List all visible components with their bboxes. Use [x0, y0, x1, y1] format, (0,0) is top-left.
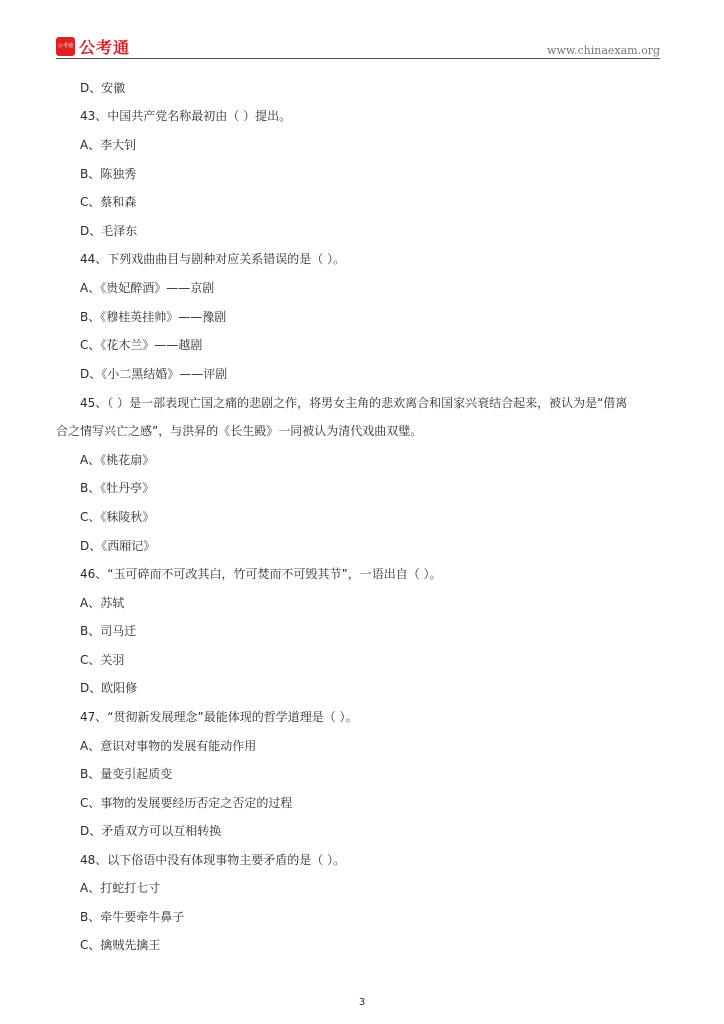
- option-line: A、《桃花扇》: [80, 453, 155, 467]
- option-line: B、司马迁: [80, 624, 137, 638]
- option-line: B、量变引起质变: [80, 767, 173, 781]
- question-line: 47、“贯彻新发展理念”最能体现的哲学道理是（ ）。: [80, 710, 358, 724]
- question-line-continued: 合之情写兴亡之感”，与洪昇的《长生殿》一同被认为清代戏曲双璧。: [56, 424, 423, 438]
- page-header: [0, 0, 724, 60]
- question-line: 45、（ ）是一部表现亡国之痛的悲剧之作，将男女主角的悲欢离合和国家兴衰结合起来，被认为是“借离: [80, 396, 628, 410]
- option-line: C、《花木兰》——越剧: [80, 338, 203, 352]
- option-line: D、《小二黑结婚》——评剧: [80, 367, 228, 381]
- option-line: B、《穆桂英挂帅》——豫剧: [80, 310, 227, 324]
- option-line: C、蔡和森: [80, 195, 137, 209]
- option-line: A、李大钊: [80, 138, 137, 152]
- option-line: D、毛泽东: [80, 224, 138, 238]
- option-line: D、安徽: [80, 81, 126, 95]
- option-line: C、关羽: [80, 653, 125, 667]
- option-line: C、擒贼先擒王: [80, 938, 161, 952]
- page-number: 3: [358, 997, 366, 1008]
- option-line: D、《西厢记》: [80, 539, 156, 553]
- site-url: www.chinaexam.org: [547, 44, 660, 57]
- option-line: B、陈独秀: [80, 167, 137, 181]
- question-line: 46、“玉可碎而不可改其白，竹可焚而不可毁其节”，一语出自（ ）。: [80, 567, 442, 581]
- option-line: B、《牡丹亭》: [80, 481, 155, 495]
- option-line: A、打蛇打七寸: [80, 881, 161, 895]
- question-line: 44、下列戏曲曲目与剧种对应关系错误的是（ ）。: [80, 252, 346, 266]
- question-line: 43、中国共产党名称最初由（ ）提出。: [80, 109, 292, 123]
- question-line: 48、以下俗语中没有体现事物主要矛盾的是（ ）。: [80, 853, 346, 867]
- option-line: A、《贵妃醉酒》——京剧: [80, 281, 215, 295]
- logo: [56, 35, 130, 58]
- option-line: C、《秣陵秋》: [80, 510, 155, 524]
- option-line: A、苏轼: [80, 596, 125, 610]
- option-line: B、牵牛要牵牛鼻子: [80, 910, 185, 924]
- logo-text: 公考通: [79, 38, 131, 57]
- option-line: C、事物的发展要经历否定之否定的过程: [80, 796, 293, 810]
- option-line: D、矛盾双方可以互相转换: [80, 824, 222, 838]
- option-line: D、欧阳修: [80, 681, 138, 695]
- logo-badge-icon: 公考通: [56, 37, 75, 56]
- header-divider: [56, 58, 660, 59]
- option-line: A、意识对事物的发展有能动作用: [80, 739, 257, 753]
